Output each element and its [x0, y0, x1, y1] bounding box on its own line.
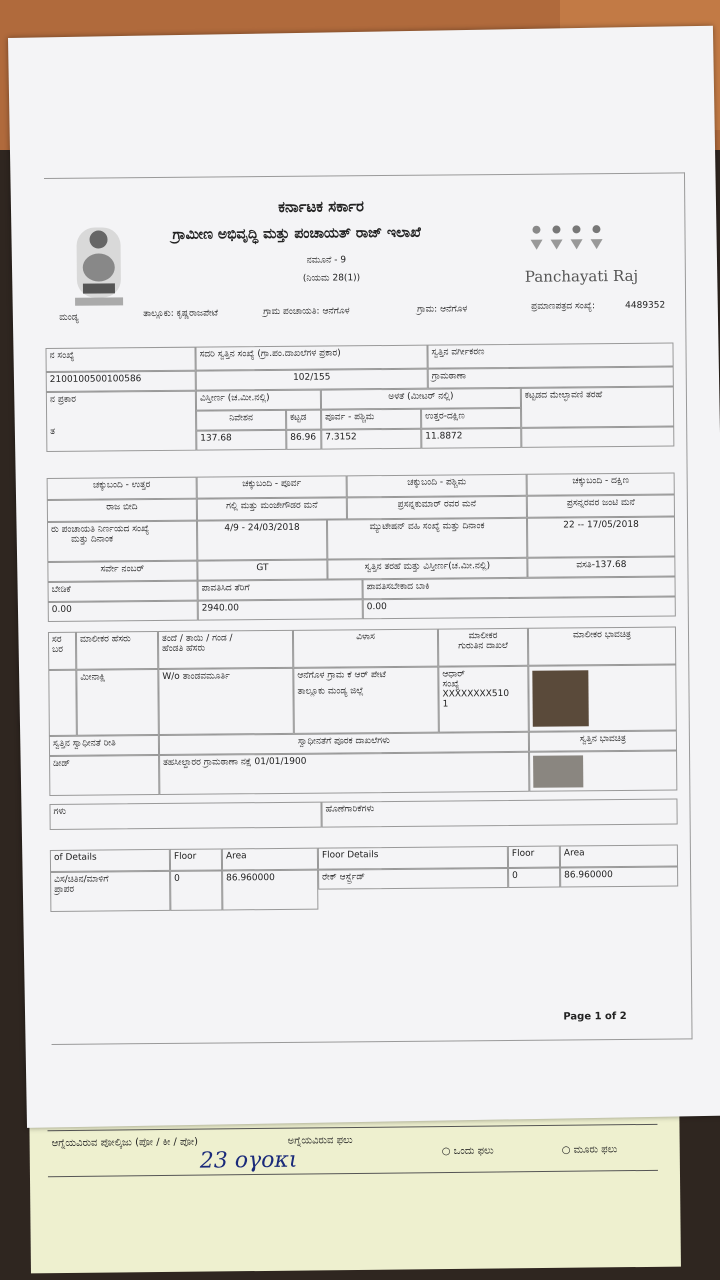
cell-owner-name: ಮೀನಾಕ್ಷಿ — [76, 669, 159, 736]
cell-rights-label: ಗಳು — [49, 802, 321, 830]
cell-floor-type-right: ರೇಕ್ ಆರ್ಸ್ಟ್ರೆಡ್ — [318, 868, 508, 890]
cell-owner-photo — [528, 665, 677, 732]
cell-balance-value: 0.00 — [363, 597, 676, 620]
handwritten-note: 23 ογοκι — [199, 1147, 298, 1174]
cell-possession: ಡೀಡ್ — [49, 755, 159, 796]
property-photo — [533, 755, 583, 787]
cell-boundary-west: ಪ್ರಸನ್ನಕುಮಾರ್ ರವರ ಮನೆ — [347, 496, 527, 520]
cell-boundary-south: ಪ್ರಸನ್ನರವರ ಜಂಟಿ ಮನೆ — [527, 495, 675, 518]
govt-title: ಕರ್ನಾಟಕ ಸರ್ಕಾರ — [278, 197, 364, 216]
cell-floor-label-right: Floor — [508, 846, 560, 868]
slip-label-2: ಅಗ್ನೆಯವಿರುವ ಫಲು — [287, 1135, 353, 1147]
cell-resolution-label: ರು ಪಂಚಾಯತಿ ನಿರ್ಣಯದ ಸಂಖ್ಯೆ ಮತ್ತು ದಿನಾಂಕ — [47, 521, 197, 562]
cell-building-label: ಕಟ್ಟಡ — [286, 410, 321, 430]
cell-floor-right: 0 — [508, 868, 560, 888]
village: ಗ್ರಾಮ: ಆನೆಗೊಳ — [417, 304, 468, 315]
cell-asset-no: 102/155 — [196, 369, 428, 391]
cell-boundary-east: ಗಲ್ಲಿ ಮತ್ತು ಮಂಜೇಗೌಡರ ಮನೆ — [197, 497, 347, 520]
cell-demand-value: 0.00 — [48, 601, 198, 622]
owner-photo — [532, 670, 588, 726]
cell-roof-label: ಕಟ್ಟಡದ ಮೇಲ್ಛಾವಣಿ ತರಹೆ — [521, 387, 674, 428]
document — [44, 172, 692, 1058]
state-emblem-icon — [66, 217, 131, 314]
cell-measure-label: ಅಳತೆ (ಮೀಟರ್ ನಲ್ಲಿ) — [321, 388, 521, 410]
cell-area-label-left: Area — [222, 848, 318, 871]
cell-property-no-label: ನ ಸಂಖ್ಯೆ — [45, 347, 195, 372]
cell-relation: W/o ತಾಂಡವಮೂರ್ತಿ — [158, 668, 294, 735]
cell-resolution-value: 4/9 - 24/03/2018 — [197, 520, 327, 561]
cell-building-area: 86.96 — [286, 430, 321, 450]
slip-label-1: ಆಗ್ನೆಯವಿರುವ ಪೋಲ್ಕಿಜು (ಪೋ / ಕೀ / ಪೋ) — [51, 1136, 199, 1150]
cell-floor-left: 0 — [170, 870, 222, 910]
cell-ew-value: 7.3152 — [321, 429, 421, 450]
cell-serial-label: ಸರ ಬರ — [48, 632, 76, 670]
cell-paid-value: 2940.00 — [198, 599, 363, 620]
cell-boundary-north-label: ಚಕ್ಕುಬಂದಿ - ಉತ್ತರ — [47, 477, 197, 500]
cell-asset-type-value: ವಸತಿ-137.68 — [527, 557, 675, 578]
cell-area-label-right: Area — [560, 844, 678, 867]
slip-rule-2 — [48, 1170, 658, 1177]
gram-panchayat: ಗ್ರಾಮ ಪಂಚಾಯತಿ: ಆನೆಗೊಳ — [263, 306, 350, 318]
cell-address: ಆನೆಗೊಳ ಗ್ರಾಮ ಕೆ ಆರ್ ಪೇಟೆ ತಾಲ್ಲೂಕು ಮಂಡ್ಯ ಜಿಲ್ಲೆ — [293, 667, 439, 734]
cell-mutation-label: ಮ್ಯುಟೇಷನ್ ವಹಿ ಸಂಖ್ಯೆ ಮತ್ತು ದಿನಾಂಕ — [327, 518, 527, 560]
cell-mutation-value: 22 -- 17/05/2018 — [527, 517, 675, 558]
cell-ew-label: ಪೂರ್ವ - ಪಶ್ಚಿಮ — [321, 409, 421, 430]
cell-asset-type-label: ಸ್ವತ್ತಿನ ತರಹೆ ಮತ್ತು ವಿಸ್ತೀರ್ಣ(ಚ.ಮೀ.ನಲ್ಲಿ) — [327, 558, 527, 580]
cell-serial — [48, 670, 77, 736]
cell-roof-value — [521, 427, 674, 448]
cell-owner-name-label: ಮಾಲೀಕರ ಹೆಸರು — [76, 631, 158, 670]
cell-property-photo-label: ಸ್ವತ್ತಿನ ಭಾವಚಿತ್ರ — [529, 730, 677, 751]
certificate-number: 4489352 — [625, 300, 666, 311]
slip-option-3: ○ ಒಂದು ಫಲು — [441, 1145, 494, 1158]
cell-docs-label: ಸ್ವಾಧೀನತೆಗೆ ಪೂರಕ ದಾಖಲೆಗಳು — [159, 732, 529, 755]
cell-boundary-east-label: ಚಕ್ಕುಬಂದಿ - ಪೂರ್ವ — [197, 475, 347, 498]
cell-type-label: ನ ಪ್ರಕಾರ ತ — [46, 391, 197, 452]
rule-number: (ನಿಯಮ 28(1)) — [302, 273, 361, 284]
dept-title: ಗ್ರಾಮೀಣ ಅಭಿವೃದ್ಧಿ ಮತ್ತು ಪಂಚಾಯತ್ ರಾಜ್ ಇಲಾಖೆ — [172, 224, 421, 243]
cell-balance-label: ಪಾವತಿಸಬೇಕಾದ ಬಾಕಿ — [363, 577, 676, 600]
page-number: Page 1 of 2 — [563, 1010, 627, 1023]
cell-owner-photo-label: ಮಾಲೀಕರ ಭಾವಚಿತ್ರ — [528, 627, 676, 666]
cell-id-doc: ಆಧಾರ್ ಸಂಖ್ಯೆ XXXXXXXX510 1 — [438, 666, 529, 733]
slip-option-4: ○ ಮೂರು ಫಲು — [561, 1144, 618, 1156]
cell-boundary-north: ರಾಜ ಬೀದಿ — [47, 499, 197, 522]
cell-floor-label-left: Floor — [170, 848, 222, 870]
cell-address-label: ವಿಳಾಸ — [293, 629, 438, 668]
cell-area-right: 86.960000 — [560, 866, 678, 887]
cell-site-area: 137.68 — [196, 430, 286, 451]
cell-classification: ಗ್ರಾಮಠಾಣಾ — [428, 367, 674, 389]
cell-survey-value: GT — [197, 560, 327, 581]
cell-floor-details-label-left: of Details — [50, 849, 170, 872]
district: ಮಂಡ್ಯ — [59, 312, 79, 323]
cell-boundary-west-label: ಚಕ್ಕುಬಂದಿ - ಪಶ್ಚಿಮ — [347, 474, 527, 498]
cell-site-label: ನಿವೇಶನ — [196, 410, 286, 431]
panchayati-raj-text: Panchayati Raj — [524, 266, 639, 286]
cell-possession-label: ಸ್ವತ್ತಿನ ಸ್ವಾಧೀನತೆ ರೀತಿ — [49, 735, 159, 756]
cell-liabilities-label: ಹೊಣೆಗಾರಿಕೆಗಳು — [321, 798, 677, 827]
cell-relation-label: ತಂದೆ / ತಾಯಿ / ಗಂಡ / ಹೆಂಡತಿ ಹೆಸರು — [158, 630, 293, 669]
cell-demand-label: ಬೇಡಿಕೆ — [48, 581, 198, 602]
cell-asset-no-label: ಸದರಿ ಸ್ವತ್ತಿನ ಸಂಖ್ಯೆ (ಗ್ರಾ.ಪಂ.ದಾಖಲೆಗಳ ಪ್ರಕಾರ) — [195, 345, 427, 371]
cell-area-label: ವಿಸ್ತೀರ್ಣ (ಚ.ಮೀ.ನಲ್ಲಿ) — [196, 390, 321, 411]
certificate-label: ಪ್ರಮಾಣಪತ್ರದ ಸಂಖ್ಯೆ: — [531, 301, 596, 312]
cell-ns-label: ಉತ್ತರ-ದಕ್ಷಿಣ — [421, 408, 521, 429]
cell-id-doc-label: ಮಾಲೀಕರ ಗುರುತಿನ ದಾಖಲೆ — [438, 628, 528, 667]
cell-property-photo — [529, 750, 677, 791]
cell-area-left: 86.960000 — [222, 870, 318, 911]
cell-floor-type-left: ವಿಸ/ಚಿತಿನ/ಮಾಳಿಗೆ ಪ್ರಾಪರ — [50, 871, 170, 912]
taluk: ತಾಲ್ಲೂಕು: ಕೃಷ್ಣರಾಜಪೇಟೆ — [143, 308, 219, 320]
cell-classification-label: ಸ್ವತ್ತಿನ ವರ್ಗೀಕರಣ — [427, 343, 673, 369]
cell-floor-details-label-right: Floor Details — [318, 846, 508, 870]
cell-property-id: 2100100500100586 — [46, 371, 196, 392]
cell-survey-label: ಸರ್ವೇ ನಂಬರ್ — [47, 561, 197, 582]
form-number: ನಮೂನೆ - 9 — [306, 255, 347, 266]
cell-paid-label: ಪಾವತಿಸಿದ ತೆರಿಗೆ — [198, 579, 363, 600]
cell-docs: ತಹಸೀಲ್ದಾರರ ಗ್ರಾಮಠಾಣಾ ನಕ್ಷೆ 01/01/1900 — [159, 752, 529, 795]
cell-boundary-south-label: ಚಕ್ಕುಬಂದಿ - ದಕ್ಷಿಣ — [527, 473, 675, 496]
cell-ns-value: 11.8872 — [421, 428, 521, 449]
